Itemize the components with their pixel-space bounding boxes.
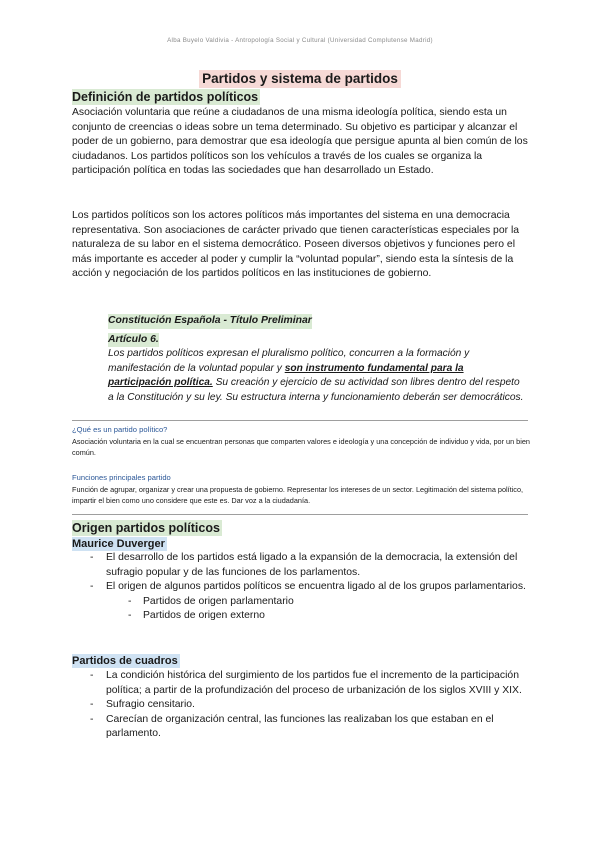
list-item <box>72 669 530 698</box>
cuadros-list <box>72 669 530 742</box>
bullet-dash: - <box>128 595 132 607</box>
list-item-text: Partidos de origen parlamentario <box>143 595 294 607</box>
paragraph-definicion-2: Los partidos políticos son los actores políticos más importantes del sistema en una democracia representativa. Son asociaciones de carácter privado que tienen características especiales por la naturaleza de su labor en el sistema democrático. Poseen diversos objetivos y funciones pero el más importante es acceder al poder y cumplir la “voluntad popular”, siendo esta la síntesis de la acción y negociación de los partidos políticos en las instituciones de gobierno. <box>72 210 520 280</box>
divider <box>72 420 528 421</box>
bullet-dash: - <box>128 610 132 622</box>
list-item-text: El desarrollo de los partidos está ligado a la expansión de la democracia, la extensión del sufragio popular y de las funciones de los parlamentos. <box>106 552 518 578</box>
quote-text-before: Los partidos políticos expresan el pluralismo político, concurren a la formación y manifestación de la voluntad popular y <box>108 348 470 374</box>
note-answer-1: Asociación voluntaria en la cual se encuentran personas que comparten valores e ideología y una concepción de individuo y vida, por un bien común. <box>72 437 530 457</box>
list-item-text: Sufragio censitario. <box>106 699 195 711</box>
bullet-dash: - <box>90 670 94 681</box>
bullet-dash: - <box>90 552 94 563</box>
list-item-text: El origen de algunos partidos políticos se encuentra ligado al de los grupos parlamentarios. <box>106 581 526 593</box>
list-item-text: La condición histórica del surgimiento de los partidos fue el incremento de la participación política; a partir de la profundización del proceso de urbanización de los siglos XVIII y XIX. <box>106 670 522 696</box>
bullet-dash: - <box>90 713 94 725</box>
list-item <box>72 713 530 742</box>
paragraph-definicion-1: Asociación voluntaria que reúne a ciudadanos de una misma ideología política, siendo esta un conjunto de creencias o ideas sobre un tema determinado. Su objetivo es participar y alcanzar el poder de un gobierno, para demostrar que esa ideología que persigue apunta al bien común de los ciudadanos. Los partidos políticos son los vehículos a través de los cuales se organiza la participación política en todas las sociedades que han desarrollado un Estado. <box>72 107 528 177</box>
title-wrap <box>0 70 600 88</box>
quote-text <box>108 347 528 405</box>
heading-origen: Origen partidos políticos <box>72 521 220 535</box>
quote-article: Artículo 6. <box>108 333 159 348</box>
heading-definicion: Definición de partidos políticos <box>72 90 259 104</box>
page-title: Partidos y sistema de partidos <box>199 70 401 88</box>
quote-source: Constitución Española - Título Preliminar <box>108 314 312 329</box>
divider <box>72 514 528 515</box>
heading-maurice-duverger: Maurice Duverger <box>72 538 165 550</box>
list-item <box>72 609 530 624</box>
page-header: Alba Buyelo Valdivia - Antropología Social y Cultural (Universidad Complutense Madrid) <box>167 37 433 44</box>
list-item <box>72 698 530 713</box>
heading-partidos-de-cuadros: Partidos de cuadros <box>72 655 178 667</box>
note-question-1: ¿Qué es un partido político? <box>72 425 168 434</box>
bullet-dash: - <box>90 581 94 593</box>
list-item <box>72 551 530 580</box>
origen-list <box>72 551 530 624</box>
note-question-2: Funciones principales partido <box>72 473 171 482</box>
quote-text-after: Su creación y ejercicio de su actividad son libres dentro del respeto a la Constitución y su ley. Su estructura interna y funcionamiento deberán ser democráticos. <box>108 377 524 403</box>
note-answer-2: Función de agrupar, organizar y crear una propuesta de gobierno. Representar los intereses de un sector. Legitimación del sistema político, impartir el bien como uno considere que este es. Dar voz a la ciudadanía. <box>72 485 524 505</box>
constitution-quote <box>108 310 528 405</box>
list-item <box>72 580 530 595</box>
list-item-text: Carecían de organización central, las funciones las realizaban los que estaban en el parlamento. <box>106 713 494 740</box>
bullet-dash: - <box>90 699 94 711</box>
list-item-text: Partidos de origen externo <box>143 610 265 622</box>
list-item <box>72 595 530 610</box>
quote-text-emphasis: son instrumento fundamental para la participación política. <box>108 362 464 389</box>
